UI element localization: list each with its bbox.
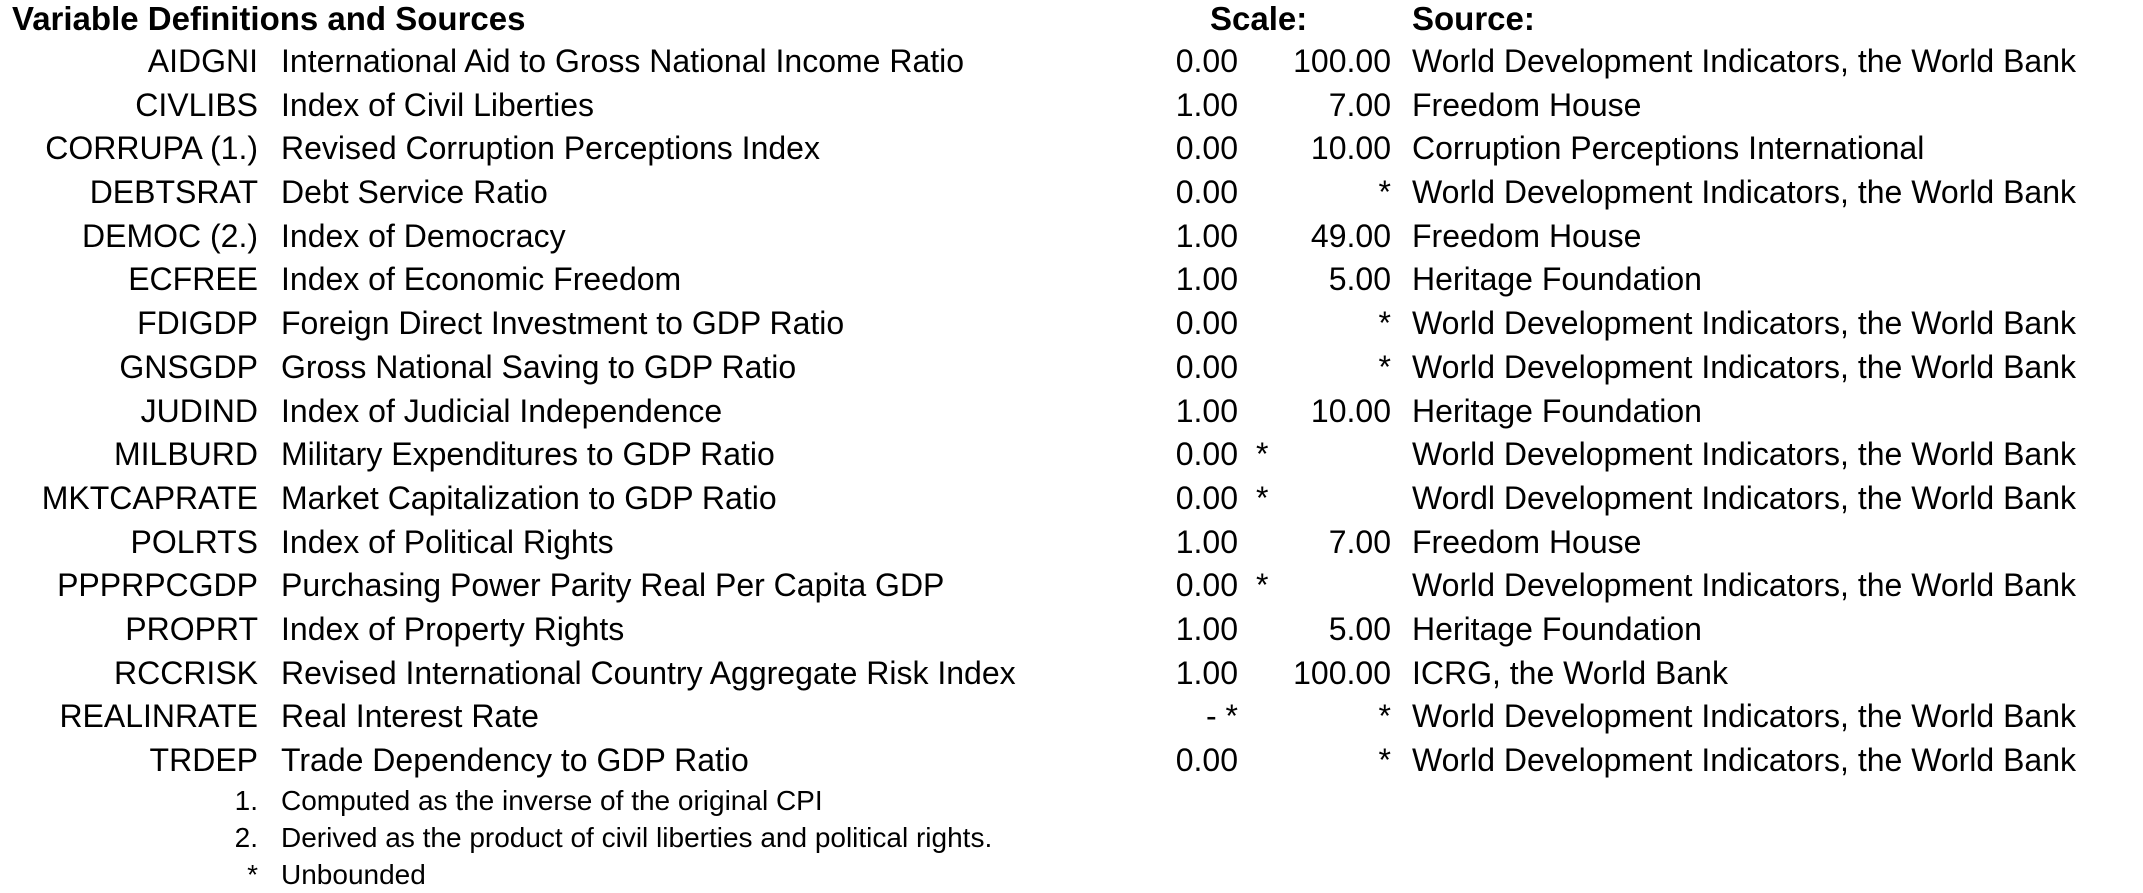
variable-description: Trade Dependency to GDP Ratio bbox=[281, 742, 749, 778]
variable-code: CORRUPA (1.) bbox=[45, 130, 258, 167]
scale-max: * bbox=[1378, 348, 1391, 385]
variable-source: Freedom House bbox=[1412, 86, 1642, 123]
variable-code: FDIGDP bbox=[137, 305, 258, 342]
variable-code: TRDEP bbox=[149, 742, 258, 778]
variable-description: Index of Judicial Independence bbox=[281, 392, 723, 429]
footnote bbox=[0, 782, 2143, 819]
scale-max: 5.00 bbox=[1328, 610, 1391, 647]
variable-code: MKTCAPRATE bbox=[41, 479, 258, 516]
footnote-text: Computed as the inverse of the original CPI bbox=[281, 785, 823, 816]
scale-max: 100.00 bbox=[1293, 654, 1391, 691]
scale-min: - * bbox=[1206, 698, 1238, 735]
variable-source: World Development Indicators, the World Bank bbox=[1412, 174, 2077, 211]
source-column-header: Source: bbox=[1412, 0, 1535, 37]
footnote-text: Unbounded bbox=[281, 859, 426, 890]
variable-code: PPPRPCGDP bbox=[57, 567, 258, 604]
scale-min: 1.00 bbox=[1175, 523, 1238, 560]
scale-max: 10.00 bbox=[1310, 392, 1391, 429]
footnote-marker: 1. bbox=[234, 785, 258, 816]
variable-source: World Development Indicators, the World Bank bbox=[1412, 567, 2077, 604]
scale-min: 1.00 bbox=[1175, 217, 1238, 254]
footnotes bbox=[0, 782, 2143, 893]
variable-source: Heritage Foundation bbox=[1412, 610, 1702, 647]
variable-description: Revised International Country Aggregate Risk Index bbox=[281, 654, 1016, 691]
variable-source: World Development Indicators, the World Bank bbox=[1412, 436, 2077, 473]
variable-code: AIDGNI bbox=[147, 43, 258, 79]
scale-min: 1.00 bbox=[1175, 86, 1238, 123]
scale-max: * bbox=[1378, 174, 1391, 211]
variable-table bbox=[0, 40, 2143, 783]
table-row bbox=[0, 652, 2143, 696]
variable-source: ICRG, the World Bank bbox=[1412, 654, 1728, 691]
table-row bbox=[0, 695, 2143, 739]
scale-min: 0.00 bbox=[1175, 742, 1238, 778]
table-row bbox=[0, 171, 2143, 215]
scale-max: 7.00 bbox=[1328, 523, 1391, 560]
variable-code: CIVLIBS bbox=[135, 86, 258, 123]
scale-max: 7.00 bbox=[1328, 86, 1391, 123]
variable-description: Index of Economic Freedom bbox=[281, 261, 682, 298]
scale-min: 1.00 bbox=[1175, 392, 1238, 429]
variable-description: Real Interest Rate bbox=[281, 698, 539, 735]
variable-description: Market Capitalization to GDP Ratio bbox=[281, 479, 777, 516]
scale-max: * bbox=[1378, 698, 1391, 735]
scale-max: 10.00 bbox=[1310, 130, 1391, 167]
variable-code: DEBTSRAT bbox=[89, 174, 258, 211]
table-row bbox=[0, 521, 2143, 565]
variable-source: World Development Indicators, the World Bank bbox=[1412, 305, 2077, 342]
variable-code: PROPRT bbox=[125, 610, 258, 647]
variable-description: Index of Civil Liberties bbox=[281, 86, 595, 123]
variable-code: RCCRISK bbox=[113, 654, 258, 691]
scale-min: 1.00 bbox=[1175, 654, 1238, 691]
variable-code: POLRTS bbox=[130, 523, 258, 560]
scale-min: 0.00 bbox=[1175, 130, 1238, 167]
table-row bbox=[0, 608, 2143, 652]
scale-max: * bbox=[1378, 305, 1391, 342]
scale-max: 100.00 bbox=[1293, 43, 1391, 79]
table-row bbox=[0, 346, 2143, 390]
variable-code: REALINRATE bbox=[59, 698, 258, 735]
variable-description: Index of Property Rights bbox=[281, 610, 625, 647]
table-row bbox=[0, 433, 2143, 477]
scale-max: * bbox=[1378, 742, 1391, 778]
scale-min: 0.00 bbox=[1175, 174, 1238, 211]
table-row bbox=[0, 127, 2143, 171]
scale-min: 0.00 bbox=[1175, 567, 1238, 604]
variable-description: Military Expenditures to GDP Ratio bbox=[281, 436, 775, 473]
variable-description: Index of Political Rights bbox=[281, 523, 614, 560]
footnote bbox=[0, 819, 2143, 856]
footnote-marker: 2. bbox=[234, 822, 258, 853]
scale-min: 0.00 bbox=[1175, 436, 1238, 473]
table-row bbox=[0, 739, 2143, 783]
footnote bbox=[0, 856, 2143, 893]
variable-source: Heritage Foundation bbox=[1412, 261, 1702, 298]
variable-source: Corruption Perceptions International bbox=[1412, 130, 1925, 167]
variable-description: Revised Corruption Perceptions Index bbox=[281, 130, 820, 167]
table-row bbox=[0, 215, 2143, 259]
scale-min: 0.00 bbox=[1175, 348, 1238, 385]
scale-min: 0.00 bbox=[1175, 43, 1238, 79]
scale-max: 49.00 bbox=[1310, 217, 1391, 254]
table-row bbox=[0, 302, 2143, 346]
variable-code: DEMOC (2.) bbox=[82, 217, 258, 254]
scale-min: 0.00 bbox=[1175, 305, 1238, 342]
scale-max: * bbox=[1256, 479, 1269, 516]
table-row bbox=[0, 84, 2143, 128]
scale-max: 5.00 bbox=[1328, 261, 1391, 298]
table-row bbox=[0, 258, 2143, 302]
table-title: Variable Definitions and Sources bbox=[12, 0, 526, 37]
variable-description: Index of Democracy bbox=[281, 217, 566, 254]
variable-description: Purchasing Power Parity Real Per Capita GDP bbox=[281, 567, 945, 604]
scale-max: * bbox=[1256, 567, 1269, 604]
variable-description: International Aid to Gross National Income Ratio bbox=[281, 43, 965, 79]
variable-code: JUDIND bbox=[140, 392, 258, 429]
variable-source: Freedom House bbox=[1412, 523, 1642, 560]
variable-source: World Development Indicators, the World Bank bbox=[1412, 43, 2077, 79]
table-row bbox=[0, 390, 2143, 434]
footnote-text: Derived as the product of civil liberties and political rights. bbox=[281, 822, 993, 853]
variable-code: GNSGDP bbox=[119, 348, 258, 385]
variable-source: World Development Indicators, the World Bank bbox=[1412, 742, 2077, 778]
variable-code: ECFREE bbox=[128, 261, 258, 298]
table-row bbox=[0, 477, 2143, 521]
variable-description: Foreign Direct Investment to GDP Ratio bbox=[281, 305, 845, 342]
variable-source: Freedom House bbox=[1412, 217, 1642, 254]
scale-column-header: Scale: bbox=[1210, 0, 1308, 37]
table-row bbox=[0, 40, 2143, 84]
scale-min: 1.00 bbox=[1175, 610, 1238, 647]
variable-code: MILBURD bbox=[113, 436, 258, 473]
scale-min: 0.00 bbox=[1175, 479, 1238, 516]
variable-source: World Development Indicators, the World Bank bbox=[1412, 348, 2077, 385]
scale-min: 1.00 bbox=[1175, 261, 1238, 298]
variable-source: Heritage Foundation bbox=[1412, 392, 1702, 429]
scale-max: * bbox=[1256, 436, 1269, 473]
table-row bbox=[0, 564, 2143, 608]
variable-description: Gross National Saving to GDP Ratio bbox=[281, 348, 797, 385]
variable-description: Debt Service Ratio bbox=[281, 174, 548, 211]
variable-source: World Development Indicators, the World Bank bbox=[1412, 698, 2077, 735]
footnote-marker: * bbox=[247, 859, 258, 890]
variable-source: Wordl Development Indicators, the World Bank bbox=[1412, 479, 2077, 516]
